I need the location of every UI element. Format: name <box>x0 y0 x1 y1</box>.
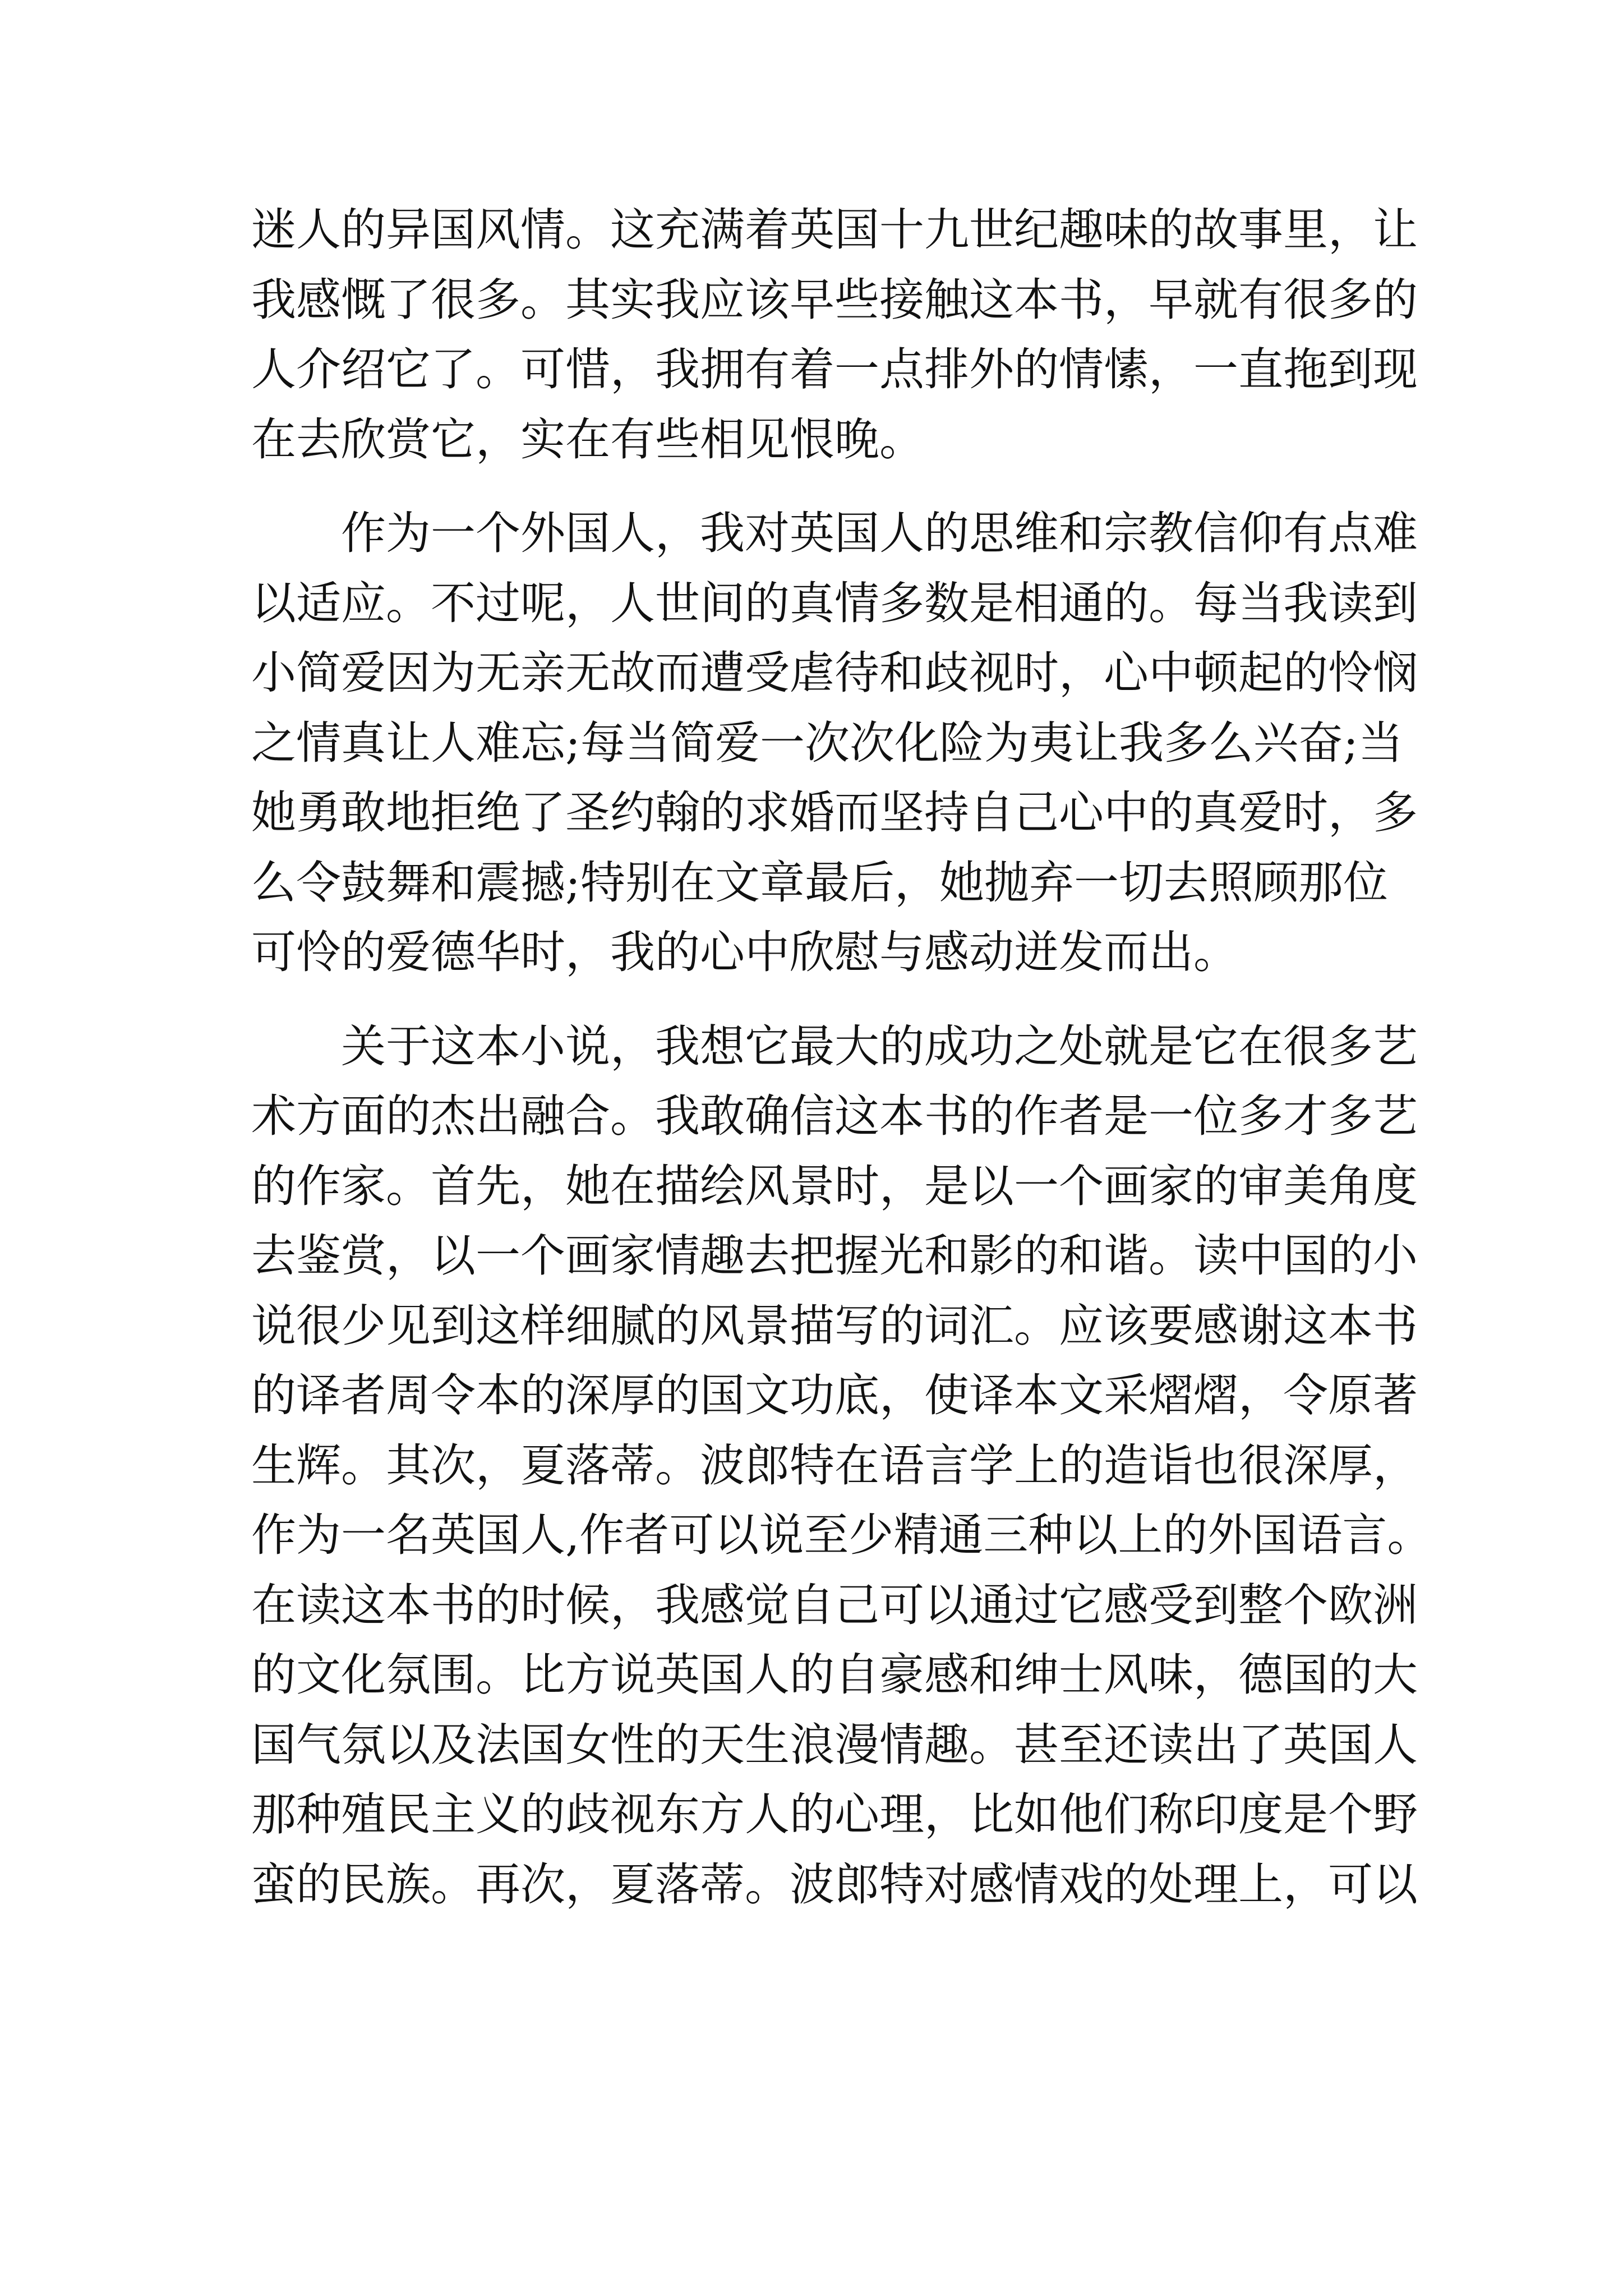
body-text <box>251 195 1432 1920</box>
text-line: 的作家。首先，她在描绘风景时，是以一个画家的审美角度 <box>251 1159 1418 1212</box>
text-line: 去鉴赏，以一个画家情趣去把握光和影的和谐。读中国的小 <box>251 1230 1418 1282</box>
text-line: 迷人的异国风情。这充满着英国十九世纪趣味的故事里，让 <box>251 204 1418 256</box>
paragraph-gap <box>251 475 1378 499</box>
paragraph-3 <box>251 1012 1432 1920</box>
text-line: 之情真让人难忘;每当简爱一次次化险为夷让我多么兴奋;当 <box>251 716 1403 769</box>
text-line: 的文化氛围。比方说英国人的自豪感和绅士风味，德国的大 <box>251 1649 1418 1701</box>
paragraph-2 <box>251 499 1418 988</box>
text-line: 可怜的爱德华时，我的心中欣慰与感动迸发而出。 <box>251 926 1238 978</box>
text-line: 在读这本书的时候，我感觉自己可以通过它感受到整个欧洲 <box>251 1579 1418 1631</box>
text-line: 人介绍它了。可惜，我拥有着一点排外的情愫，一直拖到现 <box>251 343 1418 395</box>
text-line: 作为一名英国人,作者可以说至少精通三种以上的外国语言。 <box>251 1509 1432 1561</box>
text-line: 在去欣赏它，实在有些相见恨晚。 <box>251 413 924 466</box>
text-line: 小简爱因为无亲无故而遭受虐待和歧视时，心中顿起的怜悯 <box>251 647 1418 699</box>
paragraph-gap <box>251 988 1378 1012</box>
text-line: 以适应。不过呢，人世间的真情多数是相通的。每当我读到 <box>251 577 1418 629</box>
paragraph-1 <box>251 195 1418 475</box>
text-line: 关于这本小说，我想它最大的成功之处就是它在很多艺 <box>251 1020 1418 1073</box>
text-line: 那种殖民主义的歧视东方人的心理，比如他们称印度是个野 <box>251 1788 1418 1841</box>
text-line: 作为一个外国人，我对英国人的思维和宗教信仰有点难 <box>251 507 1418 559</box>
text-line: 生辉。其次，夏落蒂。波郎特在语言学上的造诣也很深厚， <box>251 1439 1418 1492</box>
text-line: 说很少见到这样细腻的风景描写的词汇。应该要感谢这本书 <box>251 1299 1418 1352</box>
text-line: 国气氛以及法国女性的天生浪漫情趣。甚至还读出了英国人 <box>251 1718 1418 1771</box>
text-line: 蛮的民族。再次，夏落蒂。波郎特对感情戏的处理上，可以 <box>251 1858 1418 1911</box>
text-line: 的译者周令本的深厚的国文功底，使译本文采熠熠，令原著 <box>251 1369 1418 1421</box>
text-line: 术方面的杰出融合。我敢确信这本书的作者是一位多才多艺 <box>251 1090 1418 1142</box>
text-line: 么令鼓舞和震撼;特别在文章最后，她抛弃一切去照顾那位 <box>251 856 1388 909</box>
text-line: 她勇敢地拒绝了圣约翰的求婚而坚持自己心中的真爱时，多 <box>251 786 1418 839</box>
text-line: 我感慨了很多。其实我应该早些接触这本书，早就有很多的 <box>251 273 1418 326</box>
